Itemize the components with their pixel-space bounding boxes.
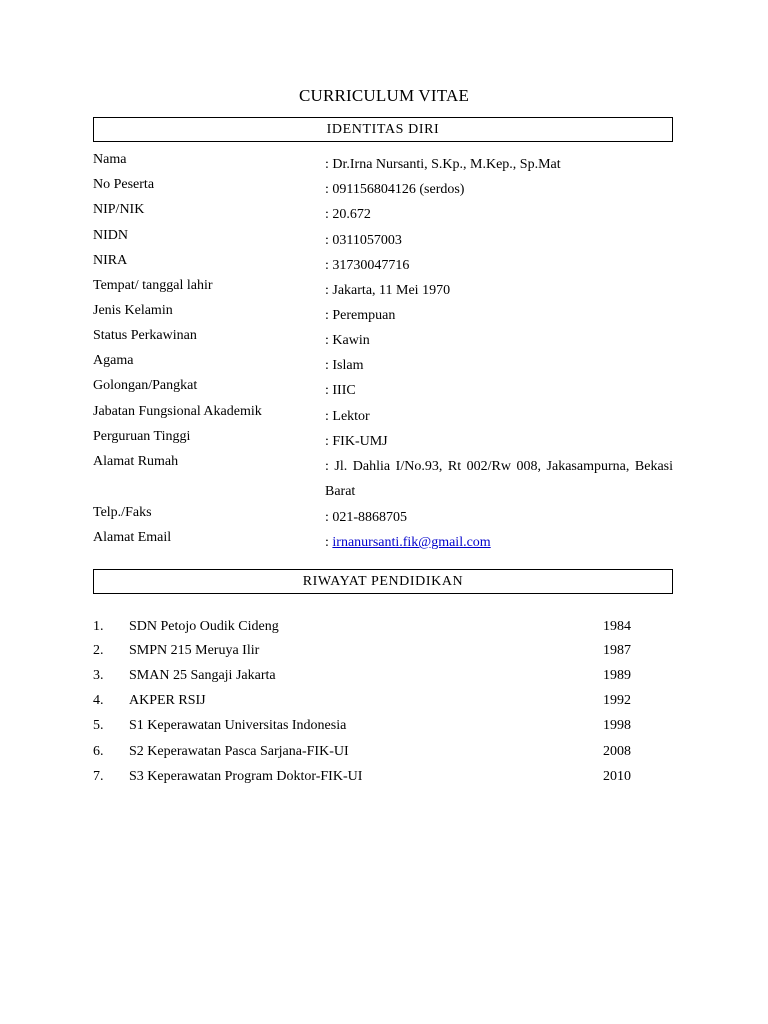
field-label: Jabatan Fungsional Akademik — [93, 404, 262, 419]
field-value: : 091156804126 (serdos) — [325, 182, 465, 197]
field-label: Alamat Rumah — [93, 454, 179, 469]
education-year: 1998 — [603, 718, 631, 733]
field-label: Golongan/Pangkat — [93, 378, 198, 393]
field-label: Status Perkawinan — [93, 328, 197, 343]
field-label: NIDN — [93, 228, 128, 243]
education-school: SDN Petojo Oudik Cideng — [129, 619, 279, 634]
education-school: S1 Keperawatan Universitas Indonesia — [129, 718, 347, 733]
education-school: SMAN 25 Sangaji Jakarta — [129, 668, 276, 683]
education-number: 6. — [93, 744, 104, 759]
field-label: Perguruan Tinggi — [93, 429, 191, 444]
field-value: : Kawin — [325, 333, 370, 348]
field-value: : Islam — [325, 358, 364, 373]
field-value: : 31730047716 — [325, 258, 410, 273]
field-label: NIRA — [93, 253, 128, 268]
field-label: Telp./Faks — [93, 505, 152, 520]
field-value: : Dr.Irna Nursanti, S.Kp., M.Kep., Sp.Mat — [325, 157, 561, 172]
field-value: : Perempuan — [325, 308, 396, 323]
education-school: AKPER RSIJ — [129, 693, 206, 708]
field-value — [325, 530, 673, 555]
field-value: : Lektor — [325, 409, 370, 424]
education-number: 3. — [93, 668, 104, 683]
field-label: Alamat Email — [93, 530, 172, 545]
email-link[interactable]: irnanursanti.fik@gmail.com — [332, 535, 491, 550]
email-prefix: : — [325, 535, 333, 550]
education-number: 5. — [93, 718, 104, 733]
field-value: : 20.672 — [325, 207, 371, 222]
education-number: 1. — [93, 619, 104, 634]
education-number: 4. — [93, 693, 104, 708]
education-school: S2 Keperawatan Pasca Sarjana-FIK-UI — [129, 744, 349, 759]
education-year: 1992 — [603, 693, 631, 708]
field-value: : FIK-UMJ — [325, 434, 388, 449]
education-number: 7. — [93, 769, 104, 784]
field-label: Jenis Kelamin — [93, 303, 173, 318]
document-title: CURRICULUM VITAE — [298, 86, 470, 105]
education-school: SMPN 215 Meruya Ilir — [129, 643, 260, 658]
field-value: : 021-8868705 — [325, 510, 408, 525]
field-value: : Jl. Dahlia I/No.93, Rt 002/Rw 008, Jakasampurna, Bekasi Barat — [325, 459, 673, 499]
field-label: No Peserta — [93, 177, 155, 192]
field-label: Nama — [93, 152, 127, 167]
education-year: 1984 — [603, 619, 631, 634]
field-label: NIP/NIK — [93, 202, 145, 217]
education-year: 2008 — [603, 744, 631, 759]
field-label: Agama — [93, 353, 134, 368]
education-year: 2010 — [603, 769, 631, 784]
field-value: : IIIC — [325, 383, 356, 398]
riwayat-heading: RIWAYAT PENDIDIKAN — [93, 569, 673, 594]
field-label: Tempat/ tanggal lahir — [93, 278, 213, 293]
education-year: 1987 — [603, 643, 631, 658]
field-value: : 0311057003 — [325, 233, 402, 248]
identitas-heading: IDENTITAS DIRI — [93, 117, 673, 142]
education-school: S3 Keperawatan Program Doktor-FIK-UI — [129, 769, 363, 784]
field-value: : Jakarta, 11 Mei 1970 — [325, 283, 451, 298]
education-number: 2. — [93, 643, 104, 658]
education-year: 1989 — [603, 668, 631, 683]
